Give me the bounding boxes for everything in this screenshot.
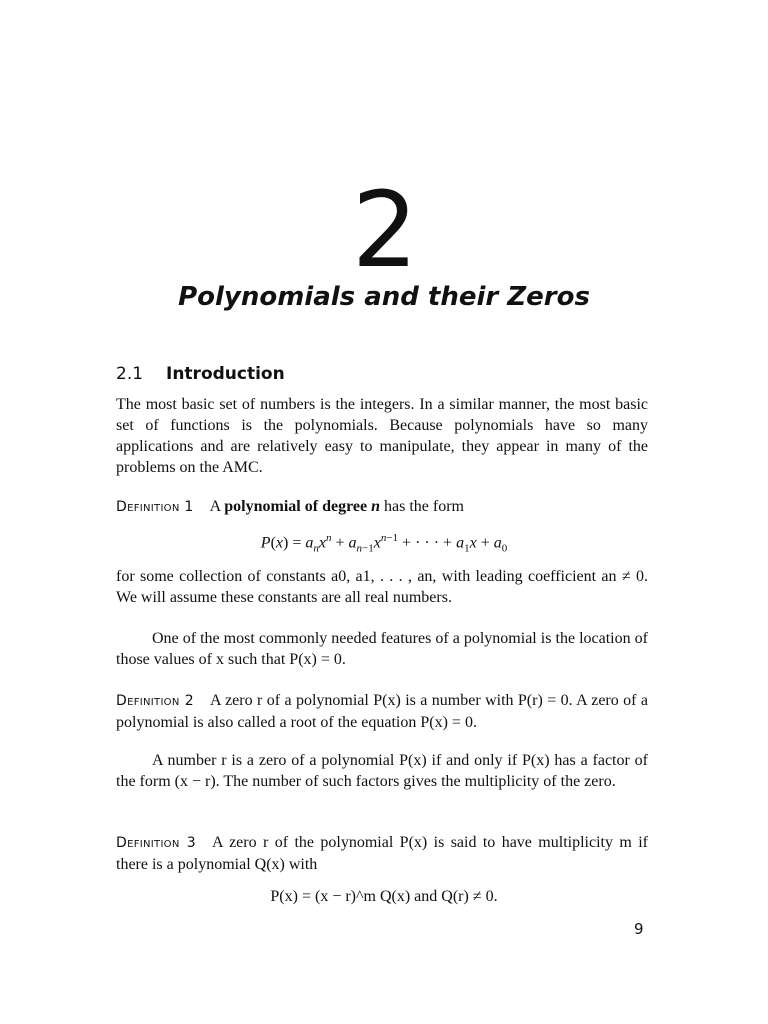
chapter-title: Polynomials and their Zeros <box>178 282 590 312</box>
definition-2-label: Definition 2 <box>116 693 194 709</box>
definition-3-label: Definition 3 <box>116 835 196 851</box>
definition-3 <box>116 832 648 875</box>
definition-1-equation: $P(x) = a_nx^n + a_{n-1}x^{n-1}$ + · · · + $a_1x + a_0$ <box>260 532 508 555</box>
section-title: Introduction <box>166 364 285 384</box>
definition-3-text: A zero r of the polynomial P(x) is said to have multiplicity m if there is a polynomial Q(x) with <box>116 834 648 873</box>
paragraph-3: A number r is a zero of a polynomial P(x) if and only if P(x) has a factor of the form (x − r). The number of such factors gives the multiplicity of the zero. <box>116 752 648 790</box>
paragraph-2: One of the most commonly needed features of a polynomial is the location of those values of x such that P(x) = 0. <box>116 630 648 668</box>
definition-1-bold-term: polynomial of degree n <box>224 498 380 515</box>
definition-1 <box>116 496 648 518</box>
section-heading <box>116 364 285 384</box>
definition-1-label: Definition 1 <box>116 499 194 515</box>
intro-paragraph: The most basic set of numbers is the integers. In a similar manner, the most basic set of functions is the polynomials. Because polynomials have so many applications and are relatively easy to manipulate, they appear in many of the problems on the AMC. <box>116 396 648 476</box>
page-number: 9 <box>634 920 644 938</box>
definition-2 <box>116 690 648 733</box>
definition-2-text: A zero r of a polynomial P(x) is a number with P(r) = 0. A zero of a polynomial is also called a root of the equation P(x) = 0. <box>116 692 648 731</box>
definition-3-equation: P(x) = (x − r)^m Q(x) and Q(r) ≠ 0. <box>270 888 498 905</box>
definition-1-text-before: A <box>209 498 225 515</box>
definition-1-text-after: has the form <box>380 498 464 515</box>
definition-1-follow-text: for some collection of constants a0, a1, . . . , an, with leading coefficient an ≠ 0. We will assume these constants are all real numbers. <box>116 568 648 606</box>
chapter-number: 2 <box>351 169 417 291</box>
section-number: 2.1 <box>116 364 144 384</box>
